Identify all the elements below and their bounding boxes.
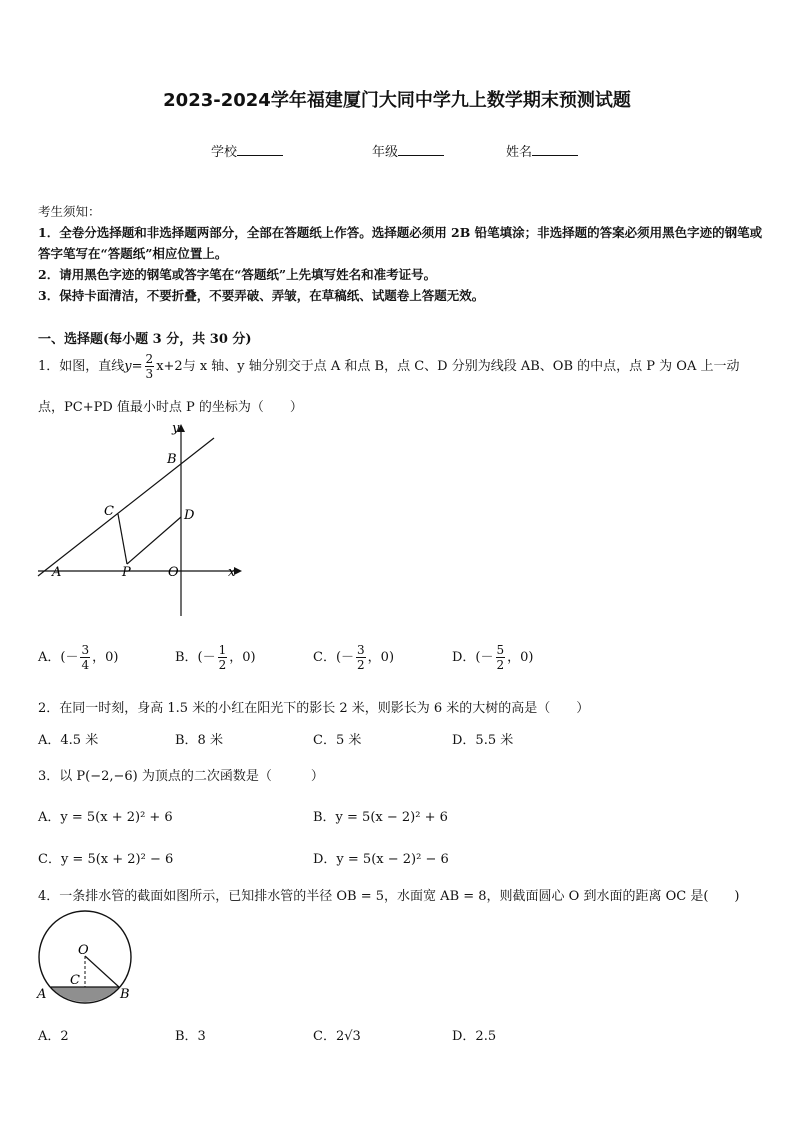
name-blank	[532, 142, 578, 156]
segment-ob	[85, 956, 119, 987]
q1-figure	[34, 418, 244, 620]
school-label: 学校	[211, 145, 238, 160]
page-title: 2023-2024学年福建厦门大同中学九上数学期末预测试题	[163, 90, 631, 111]
q1-stem-line2: 点，PC+PD 值最小时点 P 的坐标为（ ）	[38, 400, 303, 415]
q3-stem: 3．以 P(−2,−6) 为顶点的二次函数是（ ）	[38, 769, 324, 784]
q1-eq-rest: x+2	[156, 359, 183, 374]
q1-eq-y: y	[124, 359, 132, 374]
label-y: y	[172, 421, 180, 436]
q1-fraction: $\frac{2}{3}$	[145, 352, 154, 381]
q4-option-b[interactable]: B．3	[175, 1029, 206, 1044]
label-d: D	[184, 508, 195, 523]
notice-item-3: 3．保持卡面清洁，不要折叠，不要弄破、弄皱，在草稿纸、试题卷上答题无效。	[38, 288, 485, 303]
segment-pd	[127, 517, 181, 564]
q3-option-d[interactable]: D．y = 5(x − 2)² − 6	[313, 852, 449, 867]
label-c: C	[104, 504, 114, 519]
label-p: P	[122, 565, 131, 580]
q3-option-a[interactable]: A．y = 5(x + 2)² + 6	[38, 810, 173, 825]
q2-option-c[interactable]: C．5 米	[313, 733, 362, 748]
label-x: x	[228, 565, 236, 580]
q1-option-c[interactable]: C．(－ $\frac{3}{2}$ ，0)	[313, 643, 395, 672]
water-region	[51, 987, 119, 1002]
q3-option-b[interactable]: B．y = 5(x − 2)² + 6	[313, 810, 448, 825]
label-a: A	[37, 987, 47, 1002]
q1-option-b[interactable]: B．(－ $\frac{1}{2}$ ，0)	[175, 643, 256, 672]
q1-option-a[interactable]: A．(－ $\frac{3}{4}$ ，0)	[38, 643, 119, 672]
notice-heading: 考生须知：	[38, 204, 101, 219]
label-b: B	[167, 452, 177, 467]
q1-option-d[interactable]: D．(－ $\frac{5}{2}$ ，0)	[452, 643, 534, 672]
q4-figure	[34, 908, 138, 1008]
q1-stem: 1．如图，直线y= $\frac{2}{3}$ x+2与 x 轴、y 轴分别交于点 A 和点 B，点 C、D 分别为线段 AB、OB 的中点，点 P 为 OA 上一动	[38, 352, 740, 381]
name-label: 姓名	[506, 145, 533, 160]
label-b: B	[120, 987, 130, 1002]
q2-stem: 2．在同一时刻，身高 1.5 米的小红在阳光下的影长 2 米，则影长为 6 米的大树的高是（ ）	[38, 701, 590, 716]
q4-stem: 4．一条排水管的截面如图所示，已知排水管的半径 OB = 5，水面宽 AB = 8，则截面圆心 O 到水面的距离 OC 是( )	[38, 889, 740, 904]
q4-option-c[interactable]: C．2√3	[313, 1029, 361, 1044]
label-o: O	[168, 565, 179, 580]
q2-option-a[interactable]: A．4.5 米	[38, 733, 99, 748]
segment-pc	[118, 514, 127, 564]
name-field	[506, 141, 578, 160]
school-field	[211, 141, 283, 160]
q3-option-c[interactable]: C．y = 5(x + 2)² − 6	[38, 852, 174, 867]
q2-option-d[interactable]: D．5.5 米	[452, 733, 514, 748]
q1-post: 与 x 轴、y 轴分别交于点 A 和点 B，点 C、D 分别为线段 AB、OB 的中点，点 P 为 OA 上一动	[182, 359, 740, 374]
label-c: C	[70, 973, 80, 988]
q2-option-b[interactable]: B．8 米	[175, 733, 223, 748]
grade-field	[372, 141, 444, 160]
grade-label: 年级	[372, 145, 399, 160]
q1-pre: 1．如图，直线	[38, 359, 125, 374]
notice-item-2: 2．请用黑色字迹的钢笔或答字笔在“答题纸”上先填写姓名和准考证号。	[38, 267, 437, 282]
label-o: O	[78, 943, 89, 958]
section-heading: 一、选择题(每小题 3 分，共 30 分)	[38, 332, 252, 347]
grade-blank	[398, 142, 444, 156]
q4-option-a[interactable]: A．2	[38, 1029, 69, 1044]
q4-option-d[interactable]: D．2.5	[452, 1029, 497, 1044]
notice-block	[38, 201, 763, 306]
notice-item-1: 1．全卷分选择题和非选择题两部分，全部在答题纸上作答。选择题必须用 2B 铅笔填涂；非选择题的答案必须用黑色字迹的钢笔或答字笔写在“答题纸”相应位置上。	[38, 225, 763, 261]
school-blank	[237, 142, 283, 156]
label-a: A	[52, 565, 62, 580]
